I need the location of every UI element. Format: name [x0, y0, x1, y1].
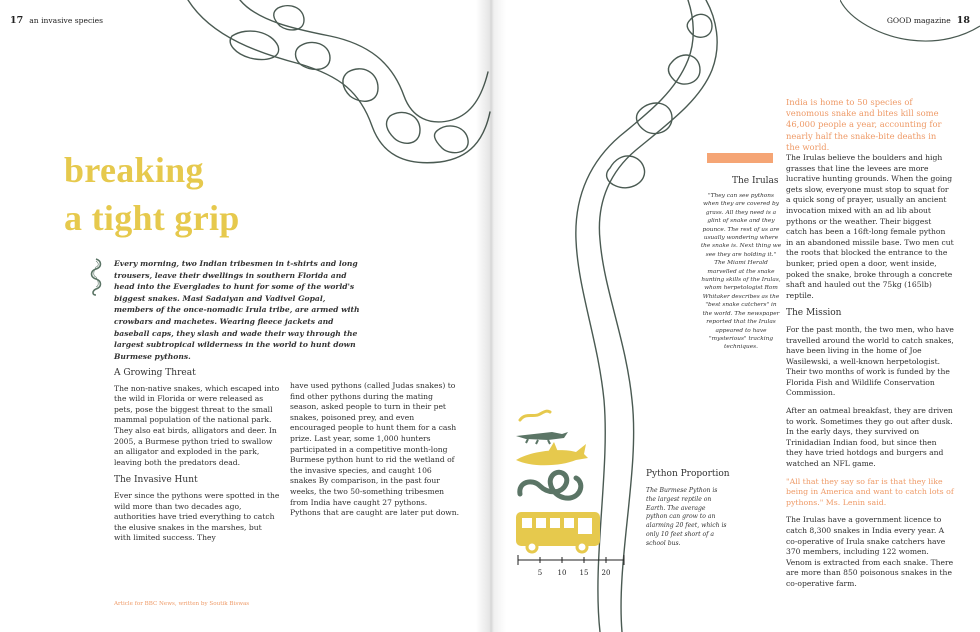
title-line-1: breaking [64, 150, 204, 190]
article-credit: Article for BBC News, written by Soutik Biswas [114, 601, 250, 607]
pull-quote: India is home to 50 species of venomous snake and bites kill some 46,000 people a year, accounting for nearly half the snake-bite deaths in the world. [786, 97, 942, 152]
mission-paragraph-2: After an oatmeal breakfast, they are driven to work. Sometimes they go out after dusk. In the early days, they survived on Trinidadian Indian food, but since then they have tried hotdogs and burgers and watched an NFL game. [786, 406, 953, 469]
alligator-figure [516, 432, 568, 440]
right-column [786, 153, 954, 597]
python-proportion-infographic [512, 408, 632, 584]
title-line-2: a tight grip [64, 198, 240, 238]
bus-figure [516, 512, 600, 552]
continued-text: have used pythons (called Judas snakes) to find other pythons during the mating season, asked people to turn in their pet snakes, poisoned prey, and even encouraged people to hunt them for a cash prize. Last year, some 1,000 hunters participated in a competitive month-long Burmese python hunt to rid the wetland of the invasive species, and caught 106 snakes By comparison, in the past four weeks, the two 50-something tribesmen from India have caught 27 pythons. Pythons that are caught are later put down. [290, 381, 460, 518]
magazine-name: GOOD magazine [886, 16, 951, 25]
scale-tick-label: 20 [601, 569, 611, 577]
quote-lenin: "All that they say so far is that they like being in America and want to catch lots of pythons." Ms. Lenin said. [786, 476, 954, 507]
irulas-sidebar: "They can see pythons when they are covered by grass. All they need is a glint of snake and they pounce. The rest of us are usually wondering where the snake is. Next thing we see they are holding it." The Miami Herald marvelled at the snake hunting skills of the Irulas, whom herpetologist Rom Whitaker describes as the "best snake catchers" in the world. The newspaper reported that the Irulas appeared to have "mysterious" tracking techniques. [700, 193, 782, 351]
left-column-1 [114, 368, 280, 551]
heading-irulas: The Irulas [732, 176, 779, 186]
corner-snake-outline [840, 0, 980, 60]
small-snake-figure [520, 411, 550, 420]
small-snake-icon [88, 257, 104, 297]
heading-invasive-hunt: The Invasive Hunt [114, 475, 198, 486]
section-label: an invasive species [29, 16, 104, 25]
mission-paragraph-1: For the past month, the two men, who have travelled around the world to catch snakes, have been living in the home of Joe Wasilewski, a well-known herpetologist. Their two months of work is funded by the Florida Fish and Wildlife Conservation Commission. [786, 324, 954, 398]
licence-paragraph: The Irulas have a government licence to catch 8,300 snakes in India every year. A co-operative of Irula snake catchers have 370 members, including 122 women. Venom is extracted from each snake. There are more than 850 poisonous snakes in the co-operative farm. [786, 515, 954, 588]
page-number-left: 17 [10, 15, 24, 26]
page-number-right: 18 [956, 15, 970, 26]
python-figure [520, 472, 581, 498]
folio-right [887, 15, 970, 26]
size-scale [518, 555, 624, 565]
left-column-2 [290, 381, 460, 526]
scale-tick-label: 5 [537, 569, 543, 577]
heading-mission: The Mission [786, 308, 842, 319]
python-proportion-caption: The Burmese Python is the largest reptile on Earth. The average python can grow to an alarming 20 feet, which is only 10 feet short of a school bus. [646, 487, 727, 547]
invasive-hunt-text: Ever since the pythons were spotted in the wild more than two decades ago, authorities have tried everything to catch the elusive snakes in the marshes, but with limited success. They [114, 490, 280, 543]
heading-growing-threat: A Growing Threat [114, 368, 196, 378]
growing-threat-text: The non-native snakes, which escaped into the wild in Florida or were released as pets, pose the biggest threat to the small mammal population of the national park. They also eat birds, alligators and deer. In 2005, a Burmese python tried to swallow an alligator and exploded in the park, leaving both the predators dead. [114, 383, 280, 467]
irulas-paragraph: The Irulas believe the boulders and high grasses that line the levees are more lucrative hunting grounds. When the going gets slow, everyone must stop to squat for a quick song of prayer, usually an ancient invocation mixed with an ad lib about pythons or the weather. Their biggest catch has been a 16ft-long female python in an abandoned missile base. Two men cut the roots that blocked the entrance to the bunker, pried open a door, went inside, poked the snake, broke through a concrete shaft and hauled out the 75kg (165lb) reptile. [786, 153, 954, 300]
folio-left [10, 15, 103, 26]
article-title [64, 146, 240, 242]
scale-tick-label: 10 [557, 569, 567, 577]
accent-bar [707, 153, 773, 163]
heading-python-proportion: Python Proportion [646, 469, 730, 479]
scale-tick-label: 15 [579, 569, 589, 577]
intro-paragraph: Every morning, two Indian tribesmen in t-shirts and long trousers, leave their dwellings in southern Florida and head into the Everglades to hunt for some of the world's biggest snakes. Masi Sadaiyan and Vadivel Gopal, members of the once-nomadic Irula tribe, are armed with crowbars and machetes. Wearing fleece jackets and baseball caps, they slash and wade their way through the largest subtropical wilderness in the world to hunt down Burmese pythons. [114, 259, 360, 361]
